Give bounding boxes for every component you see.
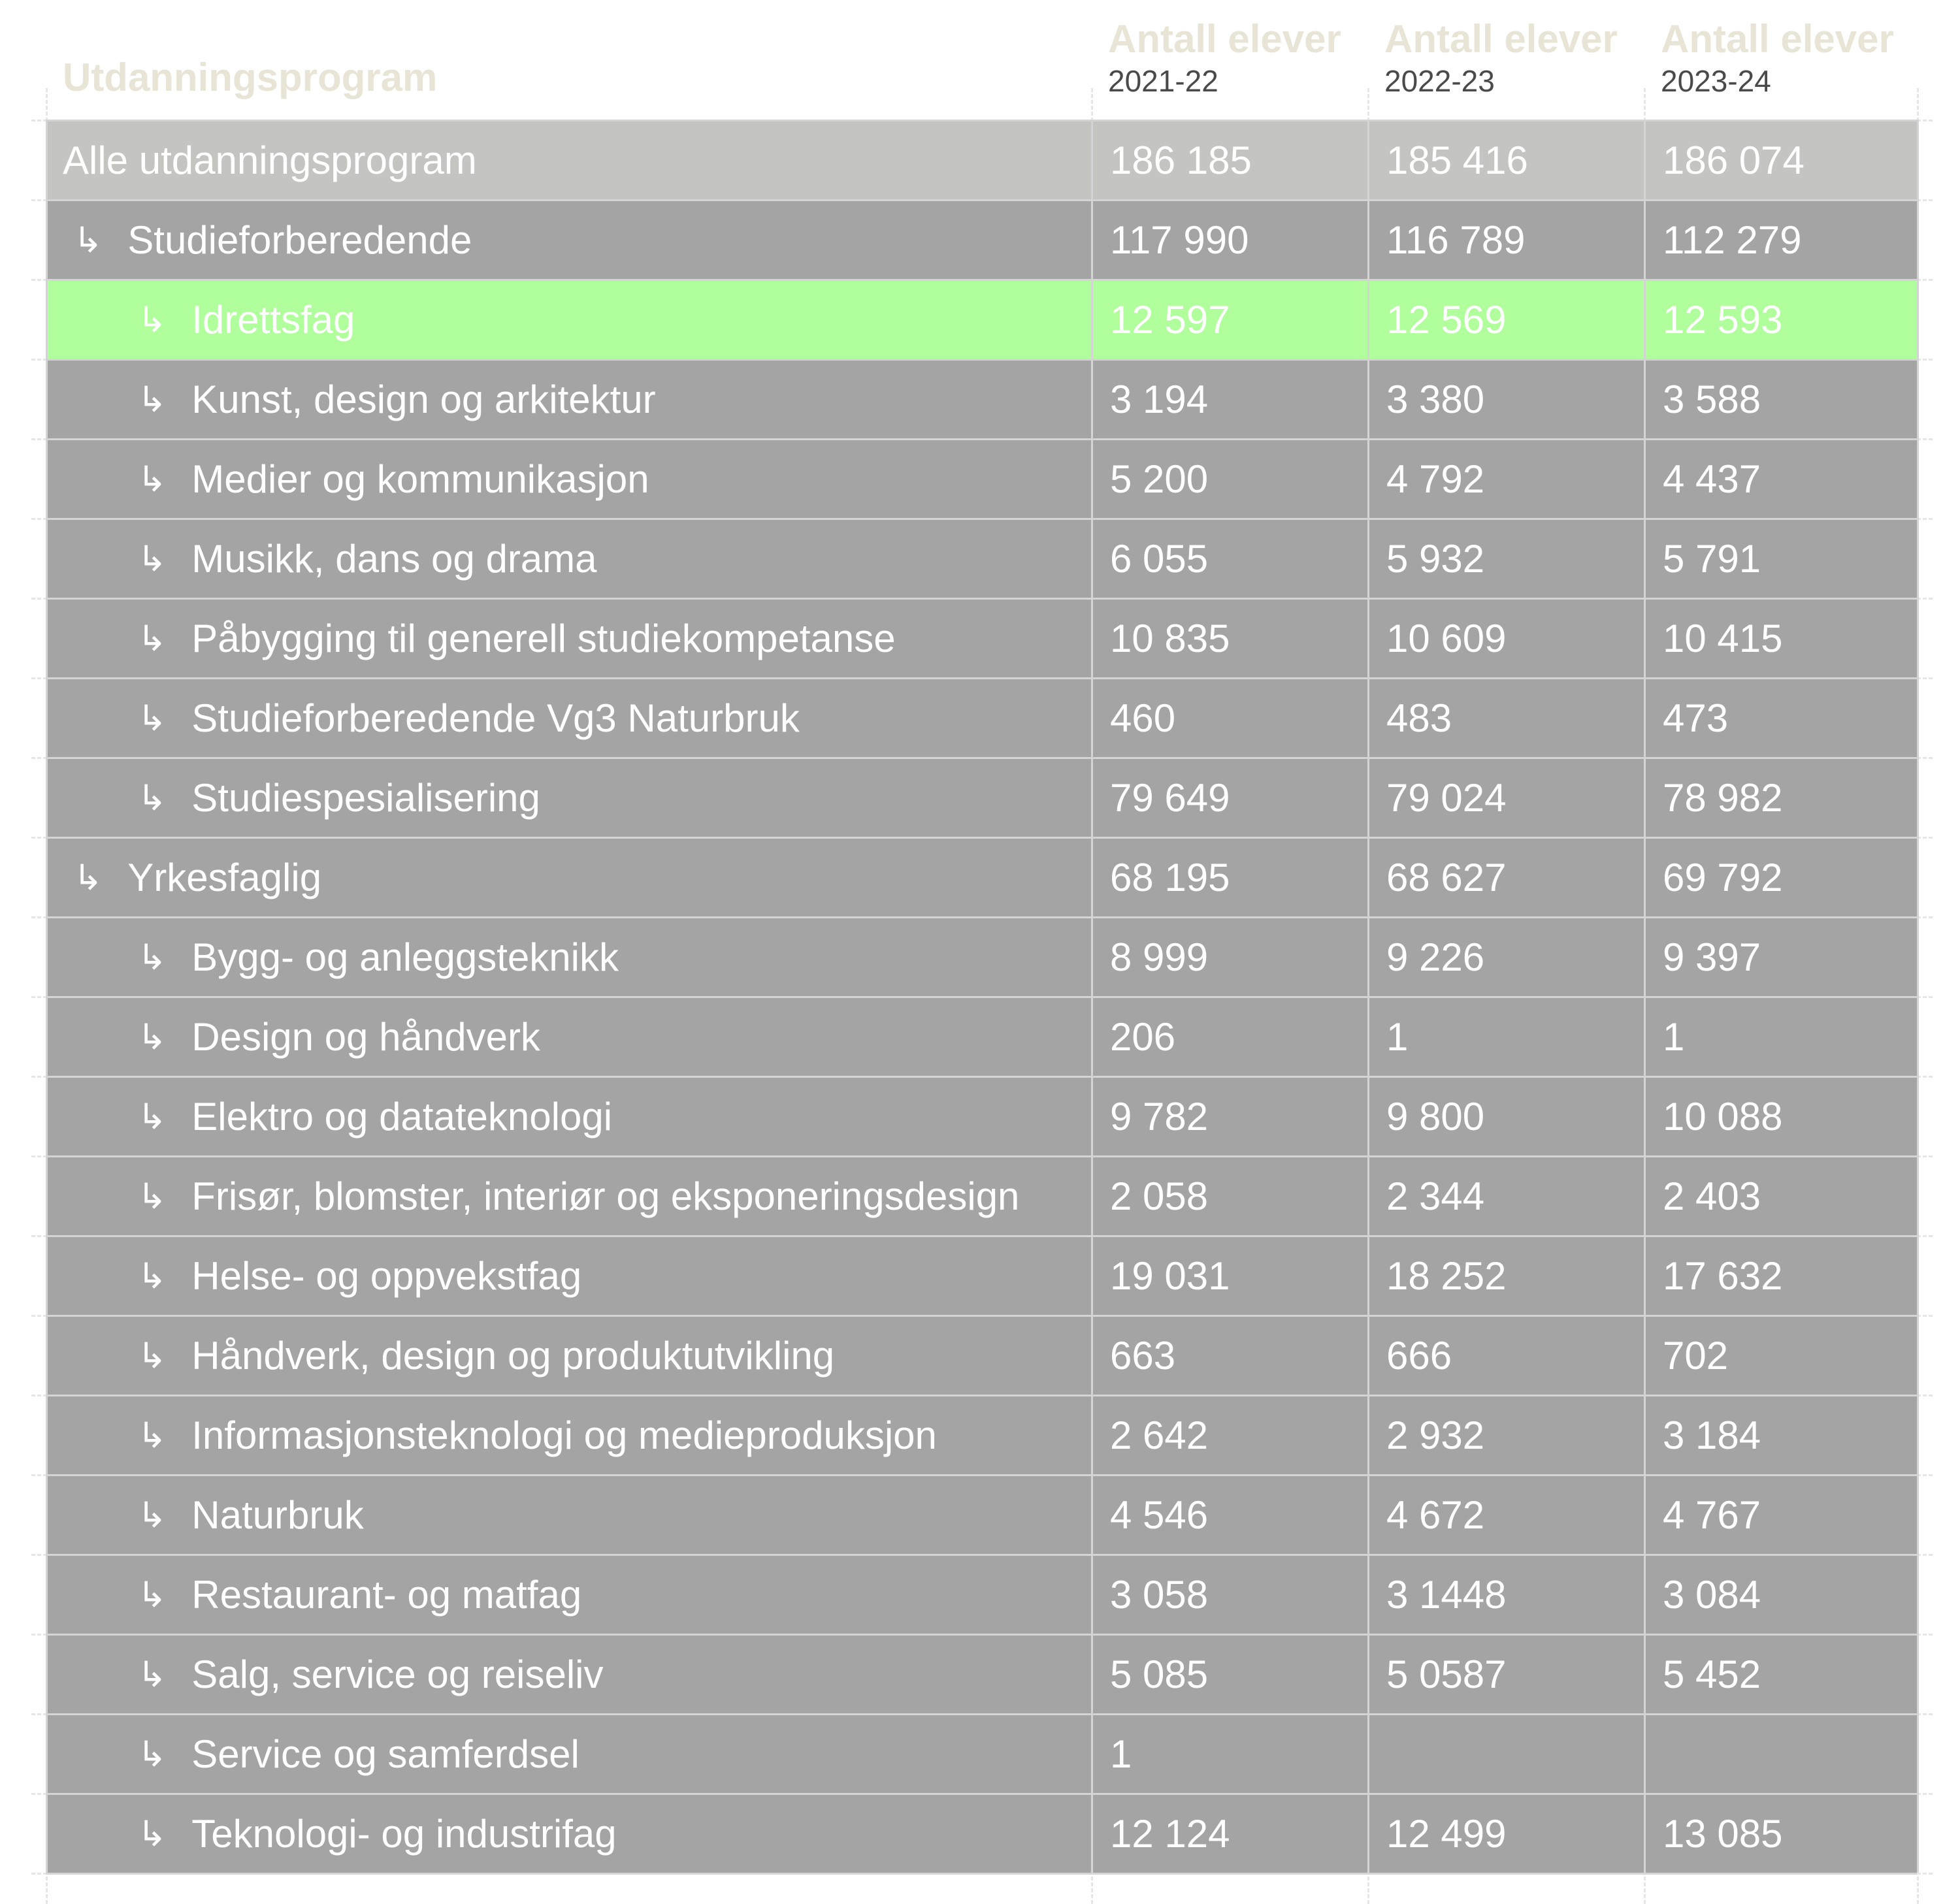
program-cell [46,201,1119,279]
value-cell-2023-24: 112 279 [1644,201,1917,279]
value-cell-2021-22: 6 055 [1091,520,1367,598]
value-cell-2022-23: 666 [1367,1317,1644,1395]
highlighted-row [46,279,1917,359]
table-side-border [1917,120,1919,1873]
table-row [46,598,1917,677]
program-label: Alle utdanningsprogram [63,138,477,182]
header-col-year: 2023-24 [1661,64,1771,98]
header-col-title: Antall elever [1384,17,1618,61]
total-row [46,120,1917,199]
value-cell-2021-22: 663 [1091,1317,1367,1395]
indent-arrow-icon: ↳ [137,1255,167,1297]
value-cell-2023-24: 5 452 [1644,1636,1917,1713]
value-cell-2021-22: 79 649 [1091,759,1367,837]
program-cell [46,1476,1183,1554]
value-cell-2021-22: 117 990 [1091,201,1367,279]
table-header [46,0,1917,120]
value-cell-2023-24: 702 [1644,1317,1917,1395]
value-cell-2023-24: 4 767 [1644,1476,1917,1554]
program-label: Helse- og oppvekstfag [191,1254,582,1298]
value-cell-2021-22: 460 [1091,679,1367,757]
header-col-year: 2022-23 [1384,64,1495,98]
value-cell-2022-23: 3 1448 [1367,1556,1644,1634]
value-cell-2022-23: 5 932 [1367,520,1644,598]
value-cell-2022-23: 185 416 [1367,121,1644,199]
program-label: Restaurant- og matfag [191,1573,582,1617]
indent-arrow-icon: ↳ [137,1574,167,1615]
program-label: Bygg- og anleggsteknikk [191,935,619,979]
value-cell-2023-24: 69 792 [1644,839,1917,916]
table-row [46,1634,1917,1713]
value-cell-2021-22: 68 195 [1091,839,1367,916]
table-row [46,1315,1917,1395]
indent-arrow-icon: ↳ [137,459,167,500]
table-row [46,996,1917,1076]
indent-arrow-icon: ↳ [137,1335,167,1376]
header-program: Utdanningsprogram [63,56,438,99]
indent-arrow-icon: ↳ [137,698,167,739]
program-cell [46,759,1183,837]
value-cell-2021-22: 5 200 [1091,440,1367,518]
value-cell-2022-23: 12 569 [1367,281,1644,359]
indent-arrow-icon: ↳ [137,1494,167,1536]
value-cell-2021-22: 1 [1091,1715,1367,1793]
value-cell-2021-22: 2 058 [1091,1157,1367,1235]
value-cell-2021-22: 10 835 [1091,600,1367,677]
table-row [46,837,1917,916]
value-cell-2022-23: 9 226 [1367,918,1644,996]
program-cell [46,121,1108,199]
table-row [46,438,1917,518]
value-cell-2022-23: 12 499 [1367,1795,1644,1873]
program-label: Informasjonsteknologi og medieproduksjon [191,1413,937,1457]
table-row [46,199,1917,279]
program-cell [46,1556,1183,1634]
table-row [46,1474,1917,1554]
value-cell-2021-22: 8 999 [1091,918,1367,996]
value-cell-2022-23: 79 024 [1367,759,1644,837]
program-label: Kunst, design og arkitektur [191,378,656,421]
program-label: Studieforberedende Vg3 Naturbruk [191,696,800,740]
program-cell [46,1715,1183,1793]
program-cell [46,1237,1183,1315]
table-row [46,1554,1917,1634]
value-cell-2023-24: 1 [1644,998,1917,1076]
value-cell-2021-22: 206 [1091,998,1367,1076]
table-bottom-border [46,1873,1917,1875]
program-label: Frisør, blomster, interiør og eksponeringsdesign [191,1174,1020,1218]
table-row [46,1155,1917,1235]
value-cell-2021-22: 19 031 [1091,1237,1367,1315]
value-cell-2023-24: 13 085 [1644,1795,1917,1873]
program-cell [46,839,1119,916]
value-cell-2022-23: 68 627 [1367,839,1644,916]
value-cell-2022-23: 116 789 [1367,201,1644,279]
program-cell [46,1795,1183,1873]
indent-arrow-icon: ↳ [137,538,167,579]
indent-arrow-icon: ↳ [137,1016,167,1057]
table-row [46,1793,1917,1873]
value-cell-2021-22: 4 546 [1091,1476,1367,1554]
value-cell-2021-22: 5 085 [1091,1636,1367,1713]
value-cell-2021-22: 12 597 [1091,281,1367,359]
indent-arrow-icon: ↳ [137,1096,167,1137]
value-cell-2023-24: 17 632 [1644,1237,1917,1315]
value-cell-2023-24: 10 088 [1644,1078,1917,1155]
value-cell-2022-23: 4 792 [1367,440,1644,518]
value-cell-2023-24: 473 [1644,679,1917,757]
program-cell [46,600,1183,677]
program-cell [46,918,1183,996]
program-cell [46,998,1183,1076]
value-cell-2022-23: 483 [1367,679,1644,757]
program-cell [46,1078,1183,1155]
value-cell-2023-24: 10 415 [1644,600,1917,677]
header-col-year: 2021-22 [1108,64,1218,98]
header-col-2023-24 [1661,16,1894,99]
program-cell [46,1636,1183,1713]
value-cell-2023-24: 3 084 [1644,1556,1917,1634]
table-row [46,1713,1917,1793]
indent-arrow-icon: ↳ [137,379,167,420]
value-cell-2023-24: 5 791 [1644,520,1917,598]
value-cell-2023-24 [1644,1715,1917,1793]
table-row [46,677,1917,757]
program-label: Service og samferdsel [191,1732,580,1776]
indent-arrow-icon: ↳ [73,219,103,261]
indent-arrow-icon: ↳ [137,1176,167,1217]
table-body [46,120,1917,1873]
table-row [46,1235,1917,1315]
program-cell [46,361,1183,438]
program-label: Yrkesfaglig [127,856,322,899]
indent-arrow-icon: ↳ [137,1813,167,1854]
program-cell [46,440,1183,518]
program-label: Påbygging til generell studiekompetanse [191,617,896,660]
value-cell-2022-23: 3 380 [1367,361,1644,438]
value-cell-2021-22: 186 185 [1091,121,1367,199]
program-label: Elektro og datateknologi [191,1095,613,1138]
program-label: Salg, service og reiseliv [191,1653,604,1696]
value-cell-2022-23: 9 800 [1367,1078,1644,1155]
program-cell [46,679,1183,757]
value-cell-2023-24: 12 593 [1644,281,1917,359]
indent-arrow-icon: ↳ [137,1415,167,1456]
indent-arrow-icon: ↳ [137,618,167,659]
value-cell-2021-22: 3 058 [1091,1556,1367,1634]
program-cell [46,281,1183,359]
value-cell-2023-24: 9 397 [1644,918,1917,996]
data-table [46,0,1917,1856]
table-row [46,518,1917,598]
value-cell-2022-23: 4 672 [1367,1476,1644,1554]
header-col-title: Antall elever [1108,17,1341,61]
table-row [46,757,1917,837]
program-label: Studiespesialisering [191,776,540,820]
program-label: Naturbruk [191,1493,364,1537]
program-cell [46,1317,1183,1395]
table-row [46,1395,1917,1474]
header-col-title: Antall elever [1661,17,1894,61]
value-cell-2021-22: 3 194 [1091,361,1367,438]
value-cell-2022-23: 5 0587 [1367,1636,1644,1713]
table-row [46,916,1917,996]
program-cell [46,1157,1183,1235]
program-cell [46,1396,1183,1474]
value-cell-2023-24: 3 184 [1644,1396,1917,1474]
program-label: Medier og kommunikasjon [191,457,649,501]
program-label: Teknologi- og industrifag [191,1812,617,1856]
indent-arrow-icon: ↳ [73,857,103,898]
value-cell-2021-22: 12 124 [1091,1795,1367,1873]
value-cell-2022-23: 2 932 [1367,1396,1644,1474]
indent-arrow-icon: ↳ [137,1654,167,1695]
value-cell-2023-24: 78 982 [1644,759,1917,837]
value-cell-2022-23: 18 252 [1367,1237,1644,1315]
table-row [46,1076,1917,1155]
table-side-border [46,120,48,1873]
indent-arrow-icon: ↳ [137,299,167,340]
value-cell-2023-24: 186 074 [1644,121,1917,199]
value-cell-2022-23: 1 [1367,998,1644,1076]
value-cell-2022-23: 2 344 [1367,1157,1644,1235]
header-col-2022-23 [1384,16,1618,99]
value-cell-2022-23 [1367,1715,1644,1793]
program-label: Idrettsfag [191,298,355,342]
program-label: Musikk, dans og drama [191,537,597,581]
value-cell-2021-22: 2 642 [1091,1396,1367,1474]
program-cell [46,520,1183,598]
indent-arrow-icon: ↳ [137,937,167,978]
value-cell-2022-23: 10 609 [1367,600,1644,677]
value-cell-2023-24: 3 588 [1644,361,1917,438]
program-label: Studieforberedende [127,218,472,262]
indent-arrow-icon: ↳ [137,777,167,818]
value-cell-2021-22: 9 782 [1091,1078,1367,1155]
header-col-2021-22 [1108,16,1341,99]
value-cell-2023-24: 2 403 [1644,1157,1917,1235]
value-cell-2023-24: 4 437 [1644,440,1917,518]
program-label: Design og håndverk [191,1015,540,1059]
table-row [46,359,1917,438]
program-label: Håndverk, design og produktutvikling [191,1334,835,1378]
indent-arrow-icon: ↳ [137,1734,167,1775]
